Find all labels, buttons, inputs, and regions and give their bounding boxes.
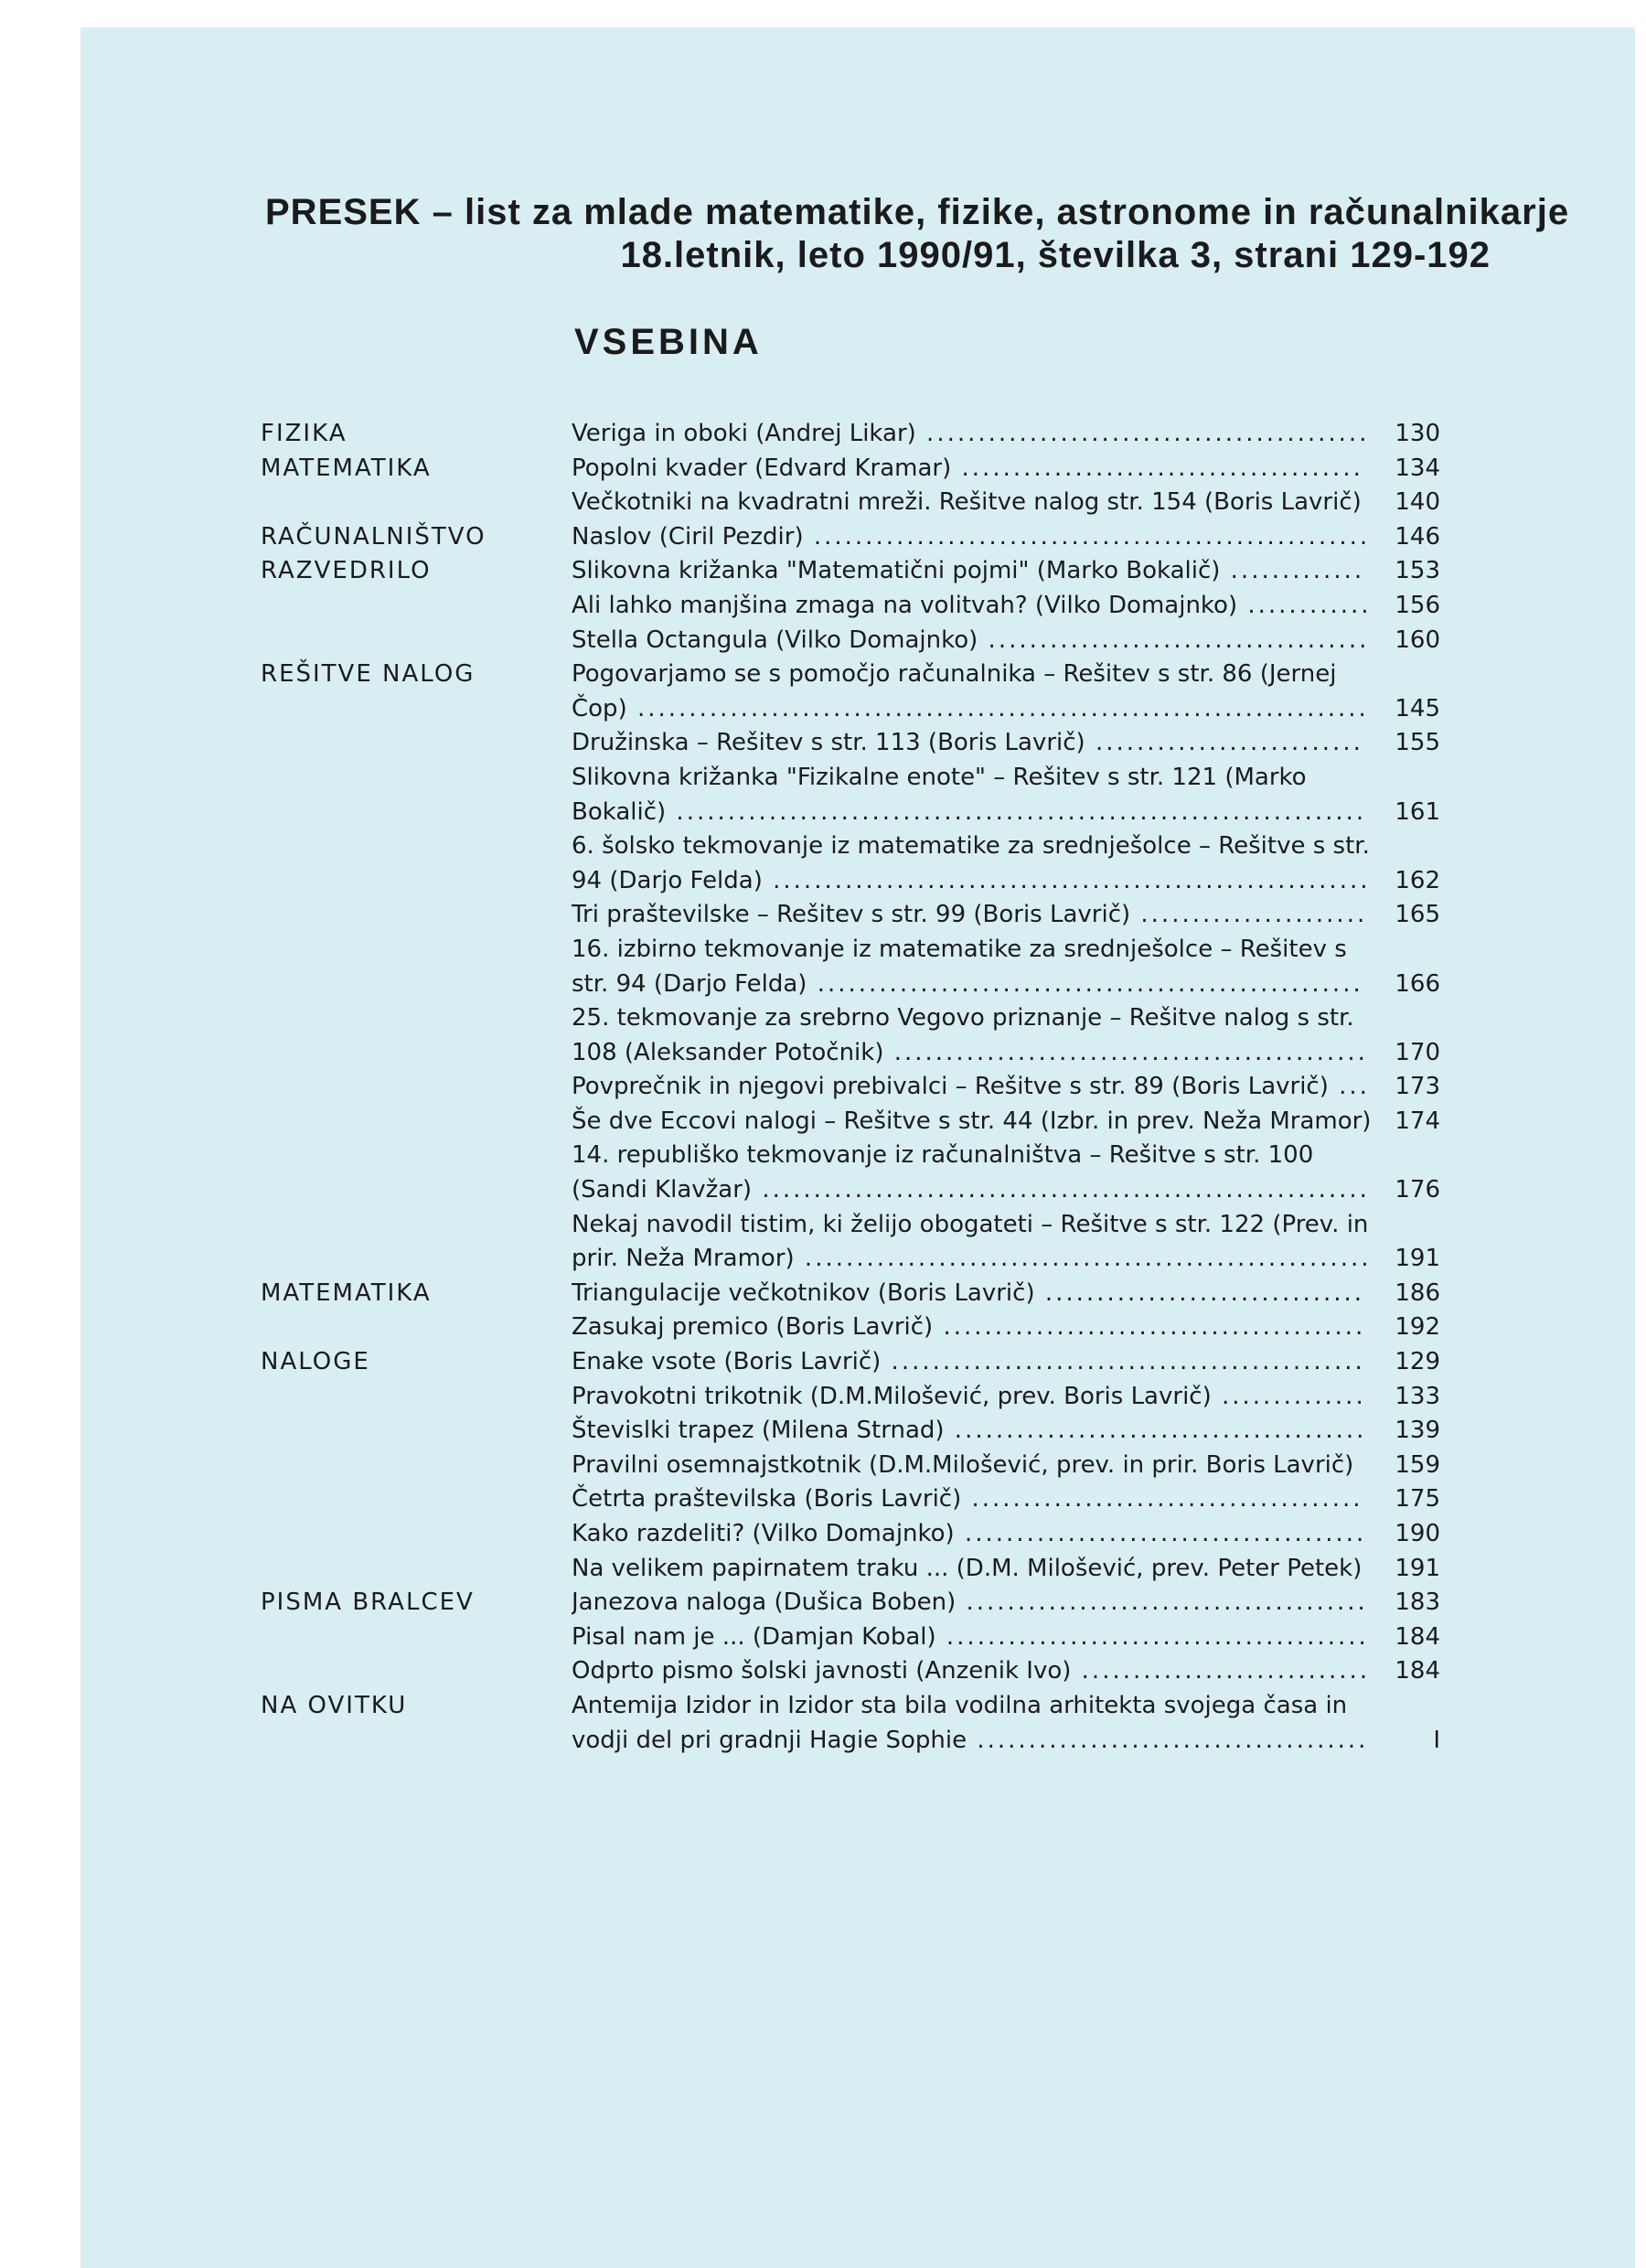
toc-entry bbox=[572, 486, 1440, 520]
leader-dots: ....................................................................... bbox=[626, 694, 1369, 722]
entry-title bbox=[572, 520, 1384, 555]
entry-page-number: 162 bbox=[1395, 866, 1440, 894]
entry-title bbox=[572, 1277, 1384, 1311]
toc-section bbox=[261, 1345, 1440, 1586]
entry-title-text: Enake vsote (Boris Lavrič) bbox=[572, 1348, 882, 1376]
entry-page-number: 191 bbox=[1395, 1554, 1440, 1582]
toc-section bbox=[261, 417, 1440, 452]
entry-title-text: Slikovna križanka "Fizikalne enote" – Rešitev s str. 121 (Marko Bokalič) bbox=[572, 763, 1307, 826]
entry-title-text: 14. republiško tekmovanje iz računalništva – Rešitve s str. 100 (Sandi Klavžar) bbox=[572, 1141, 1314, 1204]
section-label: RAČUNALNIŠTVO bbox=[261, 522, 486, 551]
entry-title bbox=[572, 1482, 1384, 1517]
toc-entry bbox=[572, 1001, 1440, 1070]
toc-section bbox=[261, 520, 1440, 555]
toc-entry bbox=[572, 1277, 1440, 1311]
entry-title bbox=[572, 829, 1384, 898]
entry-title-text: Pravilni osemnajstkotnik (D.M.Milošević, prev. in prir. Boris Lavrič) bbox=[572, 1450, 1354, 1479]
entry-title-text: Pisal nam je ... (Damjan Kobal) bbox=[572, 1622, 936, 1651]
entry-page-number: 192 bbox=[1395, 1313, 1440, 1342]
entry-page-number: 129 bbox=[1395, 1348, 1440, 1376]
entry-title-text: Stella Octangula (Vilko Domajnko) bbox=[572, 626, 978, 654]
leader-dots: ....................................... bbox=[954, 1520, 1367, 1547]
entry-title-text: 16. izbirno tekmovanje iz matematike za srednješolce – Rešitev s str. 94 (Darjo Felda) bbox=[572, 935, 1347, 998]
entry-page-number: 175 bbox=[1395, 1485, 1440, 1514]
entry-page-number: 130 bbox=[1395, 420, 1440, 447]
toc-entry bbox=[572, 452, 1440, 487]
leader-dots: ......................................... bbox=[933, 1313, 1366, 1342]
leader-dots: ............................... bbox=[1034, 1278, 1365, 1307]
entry-title bbox=[572, 417, 1384, 452]
section-label: REŠITVE NALOG bbox=[261, 660, 476, 689]
entry-title-text: Kako razdeliti? (Vilko Domajnko) bbox=[572, 1520, 955, 1547]
entry-page-number: 184 bbox=[1395, 1622, 1440, 1651]
section-label: PISMA BRALCEV bbox=[261, 1589, 475, 1617]
section-entries bbox=[572, 658, 1440, 1277]
entry-title-text: Naslov (Ciril Pezdir) bbox=[572, 522, 804, 551]
entry-title bbox=[572, 1311, 1384, 1345]
toc-entry bbox=[572, 726, 1440, 761]
leader-dots: ....................................... bbox=[956, 1589, 1368, 1617]
toc-entry bbox=[572, 1311, 1440, 1345]
entry-title bbox=[572, 1654, 1384, 1689]
entry-title-text: Nekaj navodil tistim, ki želijo obogateti – Rešitve s str. 122 (Prev. in prir. Neža Mramor) bbox=[572, 1210, 1369, 1273]
entry-title bbox=[572, 486, 1384, 520]
entry-title bbox=[572, 452, 1384, 487]
toc-section bbox=[261, 554, 1440, 658]
entry-title-text: 25. tekmovanje za srebrno Vegovo priznanje – Rešitve nalog s str. 108 (Aleksander Potočnik) bbox=[572, 1004, 1354, 1066]
entry-title-text: 6. šolsko tekmovanje iz matematike za srednješolce – Rešitve s str. 94 (Darjo Felda) bbox=[572, 832, 1370, 894]
publication-title: PRESEK – list za mlade matematike, fizike, astronome in računalnikarje bbox=[265, 192, 1570, 232]
entry-title bbox=[572, 1517, 1384, 1552]
leader-dots: ....................................... bbox=[951, 454, 1363, 482]
toc-entry bbox=[572, 1654, 1440, 1689]
entry-title bbox=[572, 1208, 1384, 1277]
leader-dots: ........................................ bbox=[944, 1417, 1367, 1445]
toc-section bbox=[261, 1689, 1440, 1758]
entry-title-text: Slikovna križanka "Matematični pojmi" (Marko Bokalič) bbox=[572, 557, 1221, 585]
section-entries bbox=[572, 1689, 1440, 1758]
section-entries bbox=[572, 452, 1440, 520]
leader-dots: ...................................... bbox=[961, 1485, 1363, 1514]
entry-title-text: Janezova naloga (Dušica Boben) bbox=[572, 1589, 957, 1617]
leader-dots: ... bbox=[1328, 1073, 1370, 1101]
entry-title bbox=[572, 1621, 1384, 1655]
entry-page-number: 190 bbox=[1395, 1520, 1440, 1547]
entry-title-text: Ali lahko manjšina zmaga na volitvah? (Vilko Domajnko) bbox=[572, 591, 1238, 619]
toc-entry bbox=[572, 658, 1440, 726]
entry-page-number: 161 bbox=[1395, 797, 1440, 826]
toc-entry bbox=[572, 589, 1440, 624]
issue-info: 18.letnik, leto 1990/91, številka 3, strani 129-192 bbox=[620, 235, 1491, 275]
toc-entry bbox=[572, 624, 1440, 658]
entry-page-number: 160 bbox=[1395, 626, 1440, 654]
entry-title bbox=[572, 1380, 1384, 1415]
section-entries bbox=[572, 554, 1440, 658]
entry-page-number: 176 bbox=[1395, 1176, 1440, 1204]
entry-page-number: 156 bbox=[1395, 591, 1440, 619]
entry-title-text: Četrta praštevilska (Boris Lavrič) bbox=[572, 1485, 962, 1514]
toc-entry bbox=[572, 1139, 1440, 1207]
entry-page-number: 191 bbox=[1395, 1245, 1440, 1273]
entry-title-text: Pogovarjamo se s pomočjo računalnika – Rešitev s str. 86 (Jernej Čop) bbox=[572, 660, 1337, 722]
entry-page-number: 166 bbox=[1395, 969, 1440, 998]
entry-title bbox=[572, 1105, 1384, 1139]
entry-page-number: 146 bbox=[1395, 522, 1440, 551]
entry-title bbox=[572, 554, 1384, 589]
leader-dots: .............................................. bbox=[881, 1348, 1365, 1376]
toc-entry bbox=[572, 1689, 1440, 1758]
entry-title bbox=[572, 1449, 1384, 1483]
toc-entry bbox=[572, 933, 1440, 1001]
entry-title-text: Tri praštevilske – Rešitev s str. 99 (Boris Lavrič) bbox=[572, 901, 1131, 929]
entry-title-text: Odprto pismo šolski javnosti (Anzenik Ivo) bbox=[572, 1657, 1072, 1685]
entry-page-number: 173 bbox=[1395, 1073, 1440, 1101]
toc-section bbox=[261, 658, 1440, 1277]
leader-dots: ........................................... bbox=[915, 420, 1370, 447]
leader-dots: ...................................... bbox=[967, 1726, 1369, 1754]
entry-page-number: 165 bbox=[1395, 901, 1440, 929]
entry-page-number: 134 bbox=[1395, 454, 1440, 482]
toc-entry bbox=[572, 1621, 1440, 1655]
entry-title bbox=[572, 624, 1384, 658]
entry-title bbox=[572, 726, 1384, 761]
entry-title-text: Večkotniki na kvadratni mreži. Rešitve nalog str. 154 (Boris Lavrič) bbox=[572, 488, 1362, 517]
entry-page-number: 170 bbox=[1395, 1038, 1440, 1066]
toc-entry bbox=[572, 1345, 1440, 1380]
section-label: MATEMATIKA bbox=[261, 454, 432, 482]
toc-entry bbox=[572, 1208, 1440, 1277]
entry-title-text: Popolni kvader (Edvard Kramar) bbox=[572, 454, 952, 482]
toc-entry bbox=[572, 829, 1440, 898]
toc-entry bbox=[572, 1586, 1440, 1621]
entry-title bbox=[572, 589, 1384, 624]
entry-page-number: 139 bbox=[1395, 1417, 1440, 1445]
toc-section bbox=[261, 452, 1440, 520]
section-entries bbox=[572, 1586, 1440, 1689]
entry-title bbox=[572, 1001, 1384, 1070]
entry-title-text: Družinska – Rešitev s str. 113 (Boris Lavrič) bbox=[572, 729, 1085, 757]
entry-title-text: Na velikem papirnatem traku ... (D.M. Milošević, prev. Peter Petek) bbox=[572, 1554, 1363, 1582]
leader-dots: ............................ bbox=[1071, 1657, 1371, 1685]
entry-title bbox=[572, 1586, 1384, 1621]
entry-title bbox=[572, 761, 1384, 829]
leader-dots: ..................................... bbox=[978, 626, 1370, 654]
section-label: FIZIKA bbox=[261, 420, 347, 447]
leader-dots: .......................................................... bbox=[762, 866, 1371, 894]
section-entries bbox=[572, 520, 1440, 555]
toc-entry bbox=[572, 1482, 1440, 1517]
toc-entry bbox=[572, 554, 1440, 589]
toc-entry bbox=[572, 1449, 1440, 1483]
toc-entry bbox=[572, 898, 1440, 933]
toc-entry bbox=[572, 1552, 1440, 1587]
leader-dots: ................................................................... bbox=[666, 797, 1367, 826]
leader-dots: ............ bbox=[1237, 591, 1372, 619]
leader-dots: ........................................................... bbox=[752, 1176, 1370, 1204]
entry-page-number: 140 bbox=[1395, 488, 1440, 517]
entry-page-number: 145 bbox=[1395, 694, 1440, 722]
entry-title-text: Števislki trapez (Milena Strnad) bbox=[572, 1417, 945, 1445]
leader-dots: .............................................. bbox=[883, 1038, 1368, 1066]
section-label: RAZVEDRILO bbox=[261, 557, 432, 585]
toc-section bbox=[261, 1586, 1440, 1689]
entry-page-number: 183 bbox=[1395, 1589, 1440, 1617]
entry-title-text: Še dve Eccovi nalogi – Rešitve s str. 44 (Izbr. in prev. Neža Mramor) bbox=[572, 1107, 1372, 1135]
entry-title bbox=[572, 658, 1384, 726]
section-label: MATEMATIKA bbox=[261, 1278, 432, 1307]
leader-dots: ...................... bbox=[1130, 901, 1368, 929]
entry-title-text: Zasukaj premico (Boris Lavrič) bbox=[572, 1313, 934, 1342]
entry-title bbox=[572, 933, 1384, 1001]
section-label: NALOGE bbox=[261, 1348, 370, 1376]
entry-title bbox=[572, 1139, 1384, 1207]
leader-dots: ....................................................... bbox=[794, 1245, 1372, 1273]
entry-title bbox=[572, 1414, 1384, 1449]
toc-entry bbox=[572, 1517, 1440, 1552]
entry-title-text: Pravokotni trikotnik (D.M.Milošević, prev. Boris Lavrič) bbox=[572, 1382, 1212, 1410]
entry-page-number: 153 bbox=[1395, 557, 1440, 585]
publication-header bbox=[265, 192, 1570, 276]
entry-title bbox=[572, 1070, 1384, 1105]
entry-page-number: 133 bbox=[1395, 1382, 1440, 1410]
section-entries bbox=[572, 1277, 1440, 1345]
leader-dots: ......................................... bbox=[935, 1622, 1369, 1651]
toc-entry bbox=[572, 1414, 1440, 1449]
table-of-contents bbox=[261, 417, 1440, 1758]
entry-title-text: Veriga in oboki (Andrej Likar) bbox=[572, 420, 916, 447]
leader-dots: ..................................................... bbox=[807, 969, 1363, 998]
toc-entry bbox=[572, 761, 1440, 829]
entry-title bbox=[572, 1345, 1384, 1380]
leader-dots: ............. bbox=[1220, 557, 1365, 585]
toc-section bbox=[261, 1277, 1440, 1345]
entry-title bbox=[572, 1689, 1384, 1758]
toc-entry bbox=[572, 1380, 1440, 1415]
section-label: NA OVITKU bbox=[261, 1691, 408, 1719]
entry-title-text: Antemija Izidor in Izidor sta bila vodilna arhitekta svojega časa in vodji del pri gradnji Hagie Sophie bbox=[572, 1691, 1348, 1754]
entry-page-number: 184 bbox=[1395, 1657, 1440, 1685]
entry-title bbox=[572, 898, 1384, 933]
entry-page-number: 159 bbox=[1395, 1450, 1440, 1479]
leader-dots: ...................................................... bbox=[803, 522, 1371, 551]
toc-entry bbox=[572, 417, 1440, 452]
toc-entry bbox=[572, 520, 1440, 555]
entry-page-number: 186 bbox=[1395, 1278, 1440, 1307]
contents-heading: VSEBINA bbox=[574, 322, 763, 362]
entry-title-text: Triangulacije večkotnikov (Boris Lavrič) bbox=[572, 1278, 1035, 1307]
leader-dots: .......................... bbox=[1085, 729, 1363, 757]
entry-title bbox=[572, 1552, 1384, 1587]
toc-entry bbox=[572, 1070, 1440, 1105]
toc-entry bbox=[572, 1105, 1440, 1139]
entry-page-number: I bbox=[1433, 1726, 1440, 1754]
entry-page-number: 174 bbox=[1395, 1107, 1440, 1135]
entry-page-number: 155 bbox=[1395, 729, 1440, 757]
leader-dots: .............. bbox=[1211, 1382, 1366, 1410]
entry-title-text: Povprečnik in njegovi prebivalci – Rešitve s str. 89 (Boris Lavrič) bbox=[572, 1073, 1329, 1101]
section-entries bbox=[572, 417, 1440, 452]
section-entries bbox=[572, 1345, 1440, 1586]
